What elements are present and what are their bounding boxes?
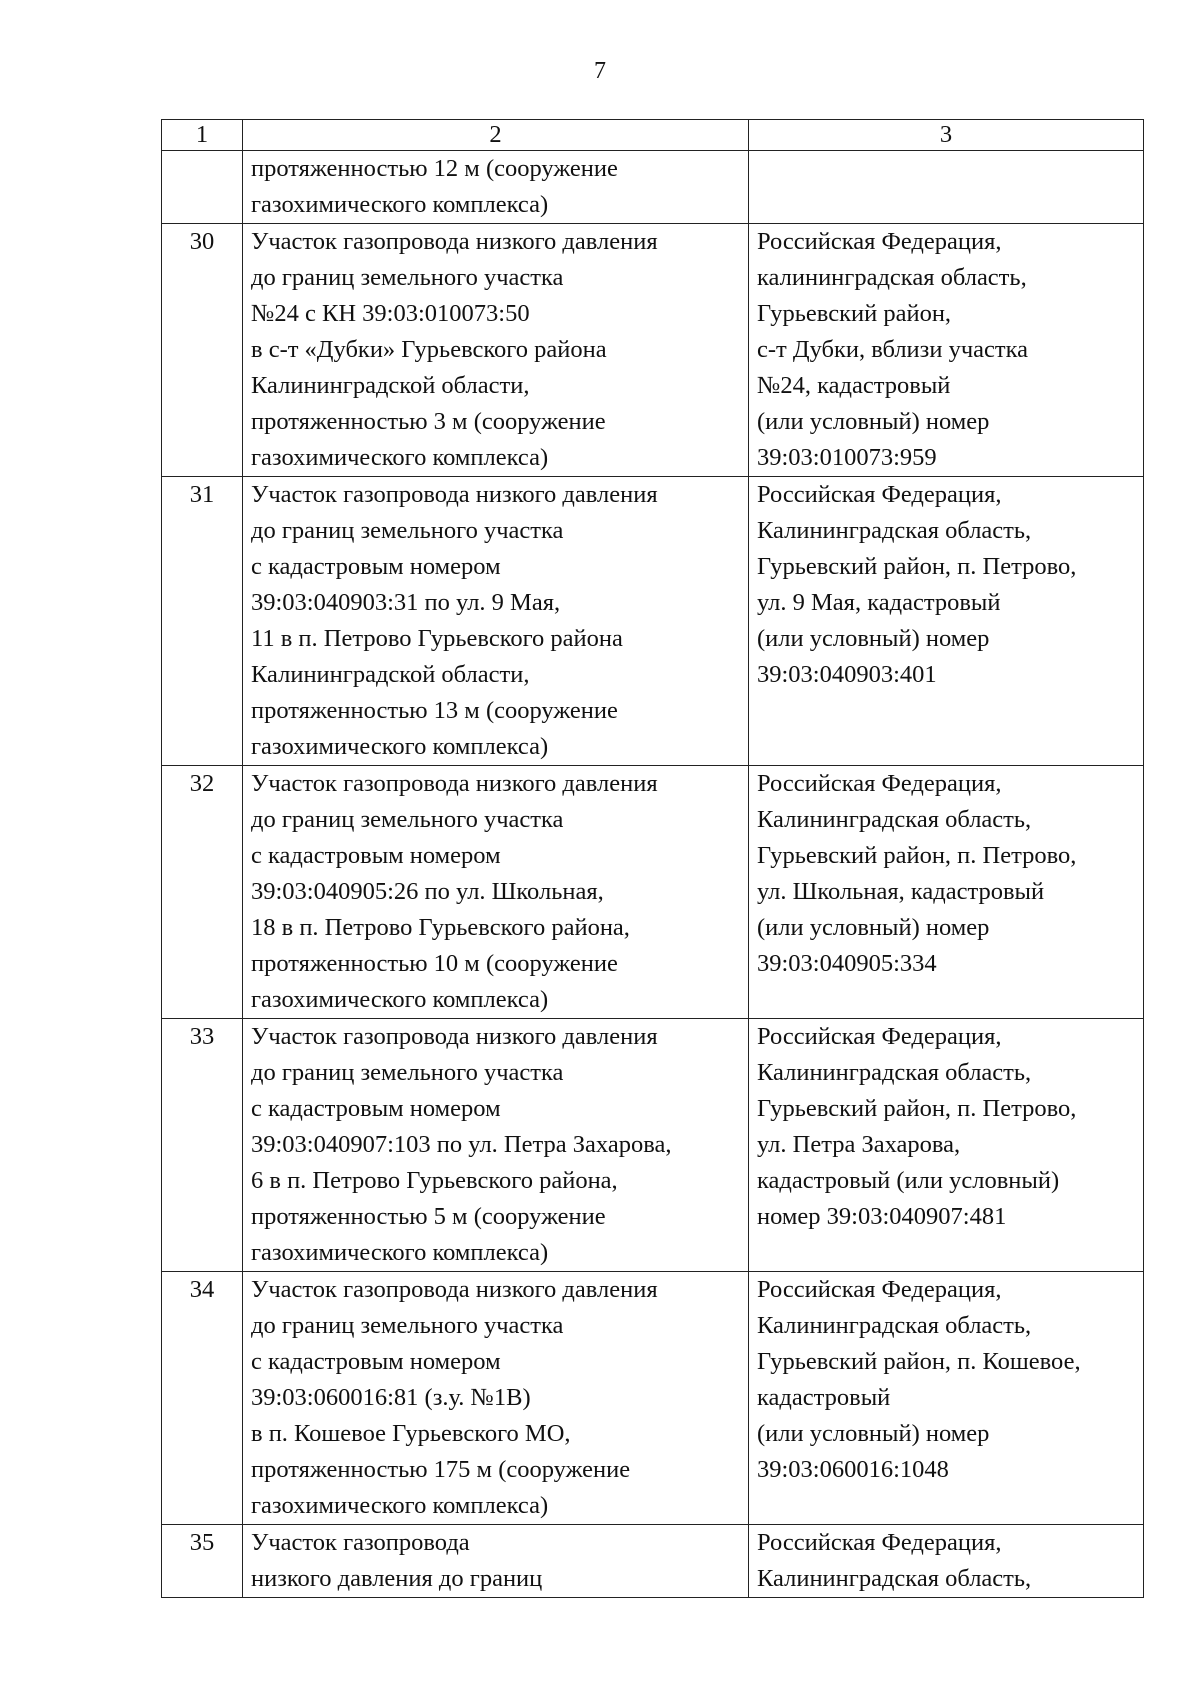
table-row	[162, 477, 1144, 766]
table-row	[162, 766, 1144, 1019]
text-line: протяженностью 10 м (сооружение	[251, 950, 618, 977]
text-line: до границ земельного участка	[251, 1312, 564, 1339]
text-line: Российская Федерация,	[757, 1276, 1002, 1303]
text-line: газохимического комплекса)	[251, 733, 549, 760]
header-col-1: 1	[162, 120, 243, 151]
table-row	[162, 1525, 1144, 1598]
text-line: 39:03:040903:401	[757, 661, 937, 688]
description-cell	[243, 224, 749, 477]
text-line: Российская Федерация,	[757, 770, 1002, 797]
text-line: 39:03:040903:31 по ул. 9 Мая,	[251, 589, 561, 616]
row-number: 31	[162, 477, 243, 766]
row-number: 33	[162, 1019, 243, 1272]
text-line: Российская Федерация,	[757, 1023, 1002, 1050]
text-line: газохимического комплекса)	[251, 986, 549, 1013]
text-line: низкого давления до границ	[251, 1565, 543, 1592]
text-line: Российская Федерация,	[757, 228, 1002, 255]
address-cell	[749, 151, 1144, 224]
row-number: 35	[162, 1525, 243, 1598]
text-line: Гурьевский район, п. Петрово,	[757, 1095, 1077, 1122]
description-cell	[243, 477, 749, 766]
text-line: Калининградская область,	[757, 1312, 1032, 1339]
text-line: кадастровый (или условный)	[757, 1167, 1060, 1194]
text-line: Российская Федерация,	[757, 481, 1002, 508]
text-line: 18 в п. Петрово Гурьевского района,	[251, 914, 630, 941]
text-line: в п. Кошевое Гурьевского МО,	[251, 1420, 571, 1447]
table-row	[162, 224, 1144, 477]
text-line: протяженностью 12 м (сооружение	[251, 155, 618, 182]
text-line: (или условный) номер	[757, 1420, 990, 1447]
text-line: Участок газопровода низкого давления	[251, 228, 658, 255]
text-line: (или условный) номер	[757, 408, 990, 435]
description-cell	[243, 1019, 749, 1272]
text-line: Участок газопровода низкого давления	[251, 770, 658, 797]
text-line: Калининградская область,	[757, 806, 1032, 833]
text-line: протяженностью 5 м (сооружение	[251, 1203, 606, 1230]
text-line: газохимического комплекса)	[251, 444, 549, 471]
text-line: Участок газопровода низкого давления	[251, 481, 658, 508]
text-line: газохимического комплекса)	[251, 1492, 549, 1519]
text-line: протяженностью 175 м (сооружение	[251, 1456, 631, 1483]
row-number: 34	[162, 1272, 243, 1525]
text-line: с кадастровым номером	[251, 1348, 501, 1375]
text-line: Гурьевский район,	[757, 300, 952, 327]
text-line: до границ земельного участка	[251, 517, 564, 544]
text-line: до границ земельного участка	[251, 264, 564, 291]
text-line: с-т Дубки, вблизи участка	[757, 336, 1029, 363]
address-cell	[749, 1525, 1144, 1598]
text-line: с кадастровым номером	[251, 1095, 501, 1122]
text-line: ул. 9 Мая, кадастровый	[757, 589, 1001, 616]
property-table	[161, 119, 1144, 1598]
text-line: Участок газопровода низкого давления	[251, 1276, 658, 1303]
text-line: Гурьевский район, п. Петрово,	[757, 553, 1077, 580]
text-line: Калининградская область,	[757, 517, 1032, 544]
row-number: 32	[162, 766, 243, 1019]
text-line: ул. Школьная, кадастровый	[757, 878, 1045, 905]
text-line: протяженностью 3 м (сооружение	[251, 408, 606, 435]
text-line: газохимического комплекса)	[251, 191, 549, 218]
text-line: протяженностью 13 м (сооружение	[251, 697, 618, 724]
text-line: Калининградская область,	[757, 1565, 1032, 1592]
description-cell	[243, 1525, 749, 1598]
address-cell	[749, 1019, 1144, 1272]
text-line: Калининградской области,	[251, 661, 530, 688]
text-line: Калининградская область,	[757, 1059, 1032, 1086]
table-row	[162, 151, 1144, 224]
description-cell	[243, 151, 749, 224]
text-line: в с-т «Дубки» Гурьевского района	[251, 336, 607, 363]
text-line: до границ земельного участка	[251, 1059, 564, 1086]
text-line: (или условный) номер	[757, 914, 990, 941]
text-line: 39:03:060016:1048	[757, 1456, 949, 1483]
description-cell	[243, 1272, 749, 1525]
text-line: 39:03:040907:103 по ул. Петра Захарова,	[251, 1131, 672, 1158]
text-line: калининградская область,	[757, 264, 1027, 291]
text-line: №24, кадастровый	[757, 372, 951, 399]
text-line: номер 39:03:040907:481	[757, 1203, 1007, 1230]
page-number: 7	[594, 58, 606, 84]
text-line: Российская Федерация,	[757, 1529, 1002, 1556]
text-line: 39:03:010073:959	[757, 444, 937, 471]
text-line: (или условный) номер	[757, 625, 990, 652]
text-line: Калининградской области,	[251, 372, 530, 399]
text-line: с кадастровым номером	[251, 842, 501, 869]
table-row	[162, 1019, 1144, 1272]
text-line: до границ земельного участка	[251, 806, 564, 833]
text-line: 39:03:040905:334	[757, 950, 937, 977]
text-line: ул. Петра Захарова,	[757, 1131, 961, 1158]
text-line: кадастровый	[757, 1384, 891, 1411]
text-line: Гурьевский район, п. Петрово,	[757, 842, 1077, 869]
text-line: 6 в п. Петрово Гурьевского района,	[251, 1167, 618, 1194]
address-cell	[749, 477, 1144, 766]
text-line: Участок газопровода	[251, 1529, 470, 1556]
text-line: газохимического комплекса)	[251, 1239, 549, 1266]
address-cell	[749, 224, 1144, 477]
text-line: Участок газопровода низкого давления	[251, 1023, 658, 1050]
text-line: с кадастровым номером	[251, 553, 501, 580]
row-number: 30	[162, 224, 243, 477]
description-cell	[243, 766, 749, 1019]
text-line: 11 в п. Петрово Гурьевского района	[251, 625, 623, 652]
header-col-3: 3	[749, 120, 1144, 151]
text-line: №24 с КН 39:03:010073:50	[251, 300, 530, 327]
text-line: 39:03:040905:26 по ул. Школьная,	[251, 878, 604, 905]
address-cell	[749, 766, 1144, 1019]
table-row	[162, 1272, 1144, 1525]
address-cell	[749, 1272, 1144, 1525]
table-header-row	[162, 120, 1144, 151]
header-col-2: 2	[243, 120, 749, 151]
text-line: 39:03:060016:81 (з.у. №1В)	[251, 1384, 531, 1411]
row-number	[162, 151, 243, 224]
text-line: Гурьевский район, п. Кошевое,	[757, 1348, 1081, 1375]
